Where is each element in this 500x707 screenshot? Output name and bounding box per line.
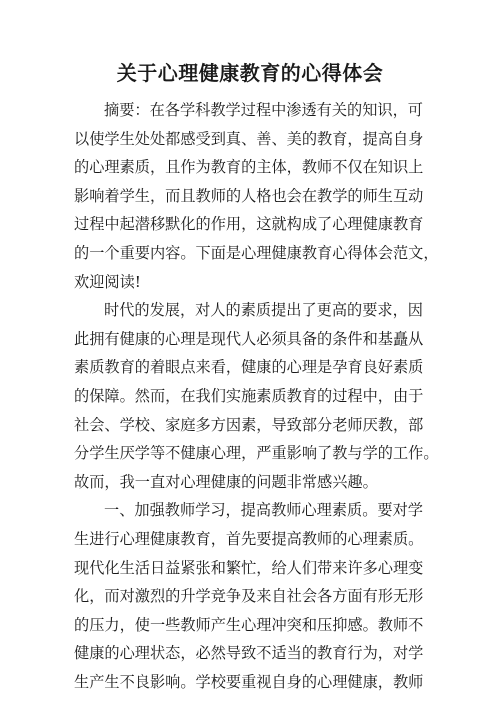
text-line: 的保障。然而，在我们实施素质教育的过程中，由于 bbox=[74, 386, 424, 405]
text-line: 社会、学校、家庭多方因素，导致部分老师厌教，部 bbox=[74, 415, 424, 434]
text-line: 过程中起潜移默化的作用，这就构成了心理健康教育 bbox=[74, 215, 424, 234]
text-line: 故而，我一直对心理健康的问题非常感兴趣。 bbox=[74, 472, 378, 491]
text-line: 以使学生处处都感受到真、善、美的教育，提高自身 bbox=[74, 129, 424, 148]
text-line: 的一个重要内容。下面是心理健康教育心得体会范文， bbox=[74, 243, 439, 262]
text-line: 素质教育的着眼点来看，健康的心理是孕育良好素质 bbox=[74, 358, 424, 377]
text-line: 摘要：在各学科教学过程中渗透有关的知识，可 bbox=[104, 101, 423, 119]
text-line: 此拥有健康的心理是现代人必须具备的条件和基矗从 bbox=[74, 329, 424, 348]
text-line: 化，而对激烈的升学竞争及来自社会各方面有形无形 bbox=[74, 587, 424, 606]
text-line: 分学生厌学等不健康心理，严重影响了教与学的工作。 bbox=[74, 444, 439, 463]
text-line: 生进行心理健康教育，首先要提高教师的心理素质。 bbox=[74, 529, 424, 548]
text-line: 生产生不良影响。学校要重视自身的心理健康，教师 bbox=[74, 672, 424, 691]
text-line: 时代的发展，对人的素质提出了更高的要求，因 bbox=[104, 301, 423, 320]
document-title: 关于心理健康教育的心得体会 bbox=[116, 61, 384, 85]
text-line: 的心理素质，且作为教育的主体，教师不仅在知识上 bbox=[74, 158, 424, 177]
text-line: 现代化生活日益紧张和繁忙，给人们带来许多心理变 bbox=[74, 558, 424, 577]
text-line: 影响着学生，而且教师的人格也会在教学的师生互动 bbox=[74, 186, 424, 205]
document-body bbox=[74, 96, 439, 696]
text-line: 一、加强教师学习，提高教师心理素质。要对学 bbox=[104, 501, 423, 520]
text-line: 的压力，使一些教师产生心理冲突和压抑感。教师不 bbox=[74, 615, 424, 634]
text-line: 健康的心理状态，必然导致不适当的教育行为，对学 bbox=[74, 644, 424, 663]
text-line: 欢迎阅读! bbox=[74, 272, 141, 291]
